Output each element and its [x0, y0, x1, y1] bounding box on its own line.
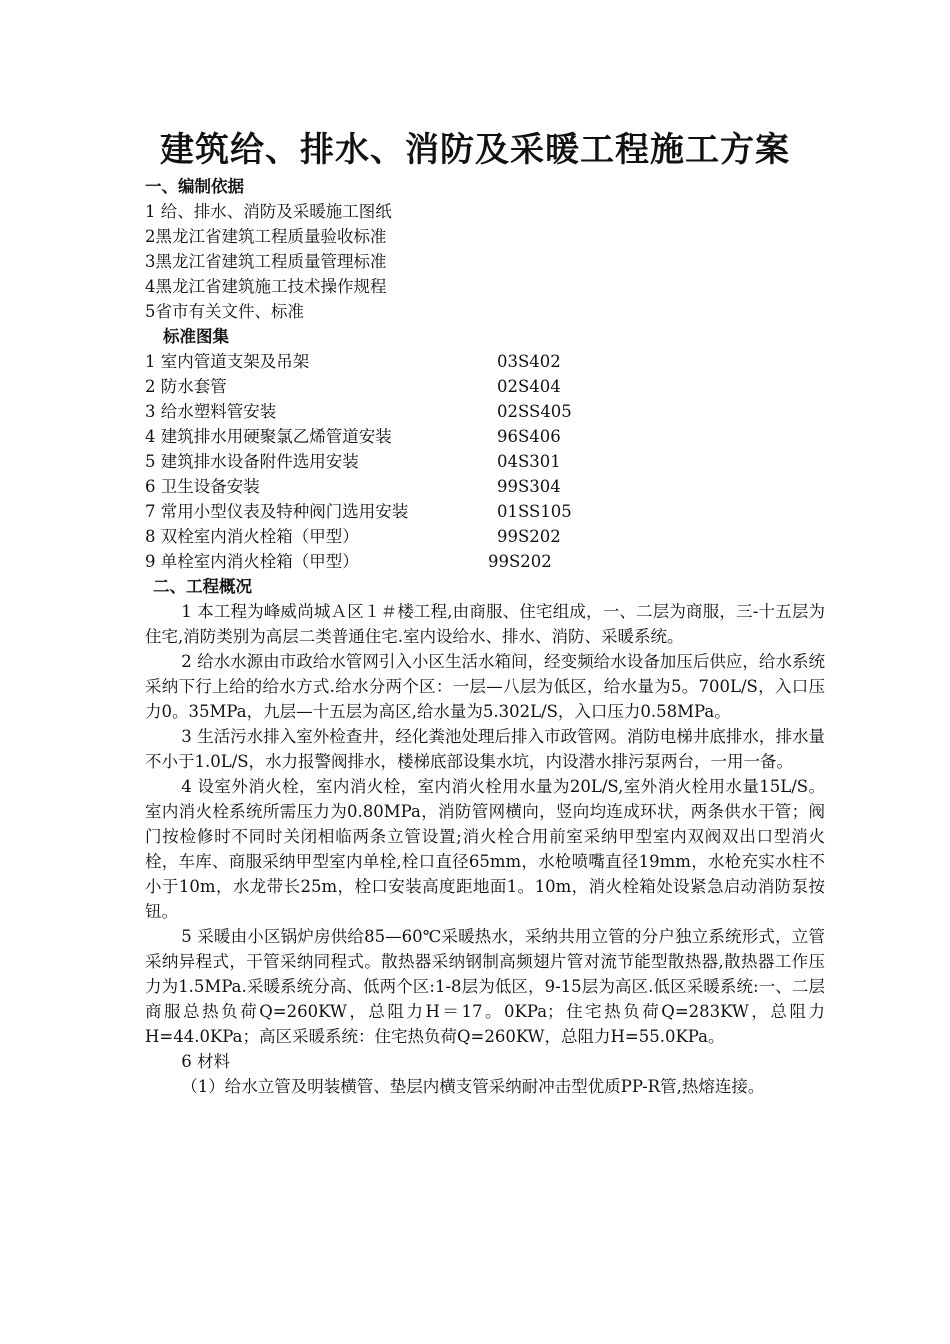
atlas-code: 02S404	[497, 377, 561, 396]
atlas-code: 04S301	[497, 452, 561, 471]
atlas-name: 5 建筑排水设备附件选用安装	[145, 452, 359, 471]
section-heading-basis: 一、编制依据	[145, 177, 244, 196]
overview-paragraph: 5 采暖由小区锅炉房供给85—60℃采暖热水，采纳共用立管的分户独立系统形式，立管采纳异程式，干管采纳同程式。散热器采纳钢制高频翅片管对流节能型散热器,散热器工作压力为1.5MPa.采暖系统分高、低两个区:1-8层为低区，9-15层为高区.低区采暖系统:一、二层商服总热负荷Q=260KW，总阻力H＝17。0KPa；住宅热负荷Q=283KW，总阻力H=44.0KPa；高区采暖系统：住宅热负荷Q=260KW，总阻力H=55.0KPa。	[145, 927, 825, 1046]
atlas-code: 96S406	[497, 427, 561, 446]
overview-paragraph: 3 生活污水排入室外检查井，经化粪池处理后排入市政管网。消防电梯井底排水，排水量不小于1.0L/S，水力报警阀排水，楼梯底部设集水坑，内设潜水排污泵两台，一用一备。	[145, 727, 825, 771]
atlas-code: 99S202	[497, 527, 561, 546]
atlas-heading: 标准图集	[163, 327, 229, 346]
atlas-row	[145, 399, 825, 424]
overview-paragraph: 6 材料	[181, 1052, 231, 1071]
atlas-code: 01SS105	[497, 502, 572, 521]
atlas-row	[145, 449, 825, 474]
section-heading-overview: 二、工程概况	[153, 577, 252, 596]
atlas-name: 9 单栓室内消火栓箱（甲型）	[145, 552, 359, 571]
overview-paragraph: 2 给水水源由市政给水管网引入小区生活水箱间，经变频给水设备加压后供应，给水系统采纳下行上给的给水方式.给水分两个区：一层—八层为低区，给水量为5。700L/S，入口压力0。35MPa，九层—十五层为高区,给水量为5.302L/S，入口压力0.58MPa。	[145, 652, 825, 721]
atlas-name: 7 常用小型仪表及特种阀门选用安装	[145, 502, 409, 521]
atlas-row	[145, 374, 825, 399]
document-title: 建筑给、排水、消防及采暖工程施工方案	[160, 130, 790, 170]
atlas-row	[145, 349, 825, 374]
basis-item: 2黑龙江省建筑工程质量验收标准	[145, 227, 387, 246]
atlas-code: 99S202	[488, 552, 552, 571]
overview-body	[145, 599, 825, 1099]
atlas-name: 6 卫生设备安装	[145, 477, 260, 496]
atlas-code: 02SS405	[497, 402, 572, 421]
atlas-code: 99S304	[497, 477, 561, 496]
overview-paragraph: 1 本工程为峰威尚城Ａ区１＃楼工程,由商服、住宅组成，一、二层为商服，三-十五层为住宅,消防类别为高层二类普通住宅.室内设给水、排水、消防、采暖系统。	[145, 602, 825, 646]
atlas-name: 1 室内管道支架及吊架	[145, 352, 310, 371]
atlas-row	[145, 524, 825, 549]
atlas-name: 2 防水套管	[145, 377, 227, 396]
basis-item: 4黑龙江省建筑施工技术操作规程	[145, 277, 387, 296]
basis-item: 3黑龙江省建筑工程质量管理标准	[145, 252, 387, 271]
atlas-row	[145, 549, 825, 574]
document-body	[145, 174, 825, 1099]
atlas-row	[145, 474, 825, 499]
atlas-code: 03S402	[497, 352, 561, 371]
atlas-list	[145, 349, 825, 574]
atlas-row	[145, 424, 825, 449]
basis-item: 1 给、排水、消防及采暖施工图纸	[145, 202, 392, 221]
atlas-row	[145, 499, 825, 524]
atlas-name: 4 建筑排水用硬聚氯乙烯管道安装	[145, 427, 392, 446]
overview-paragraph: 4 设室外消火栓，室内消火栓，室内消火栓用水量为20L/S,室外消火栓用水量15L/S。室内消火栓系统所需压力为0.80MPa，消防管网横向，竖向均连成环状，两条供水干管；阀门按检修时不同时关闭相临两条立管设置;消火栓合用前室采纳甲型室内双阀双出口型消火栓，车库、商服采纳甲型室内单栓,栓口直径65mm，水枪喷嘴直径19mm，水枪充实水柱不小于10m，水龙带长25m，栓口安装高度距地面1。10m，消火栓箱处设紧急启动消防泵按钮。	[145, 777, 825, 921]
atlas-name: 3 给水塑料管安装	[145, 402, 277, 421]
atlas-name: 8 双栓室内消火栓箱（甲型）	[145, 527, 359, 546]
basis-item: 5省市有关文件、标准	[145, 302, 304, 321]
overview-paragraph: （1）给水立管及明装横管、垫层内横支管采纳耐冲击型优质PP-R管,热熔连接。	[181, 1077, 765, 1096]
basis-list	[145, 199, 825, 324]
